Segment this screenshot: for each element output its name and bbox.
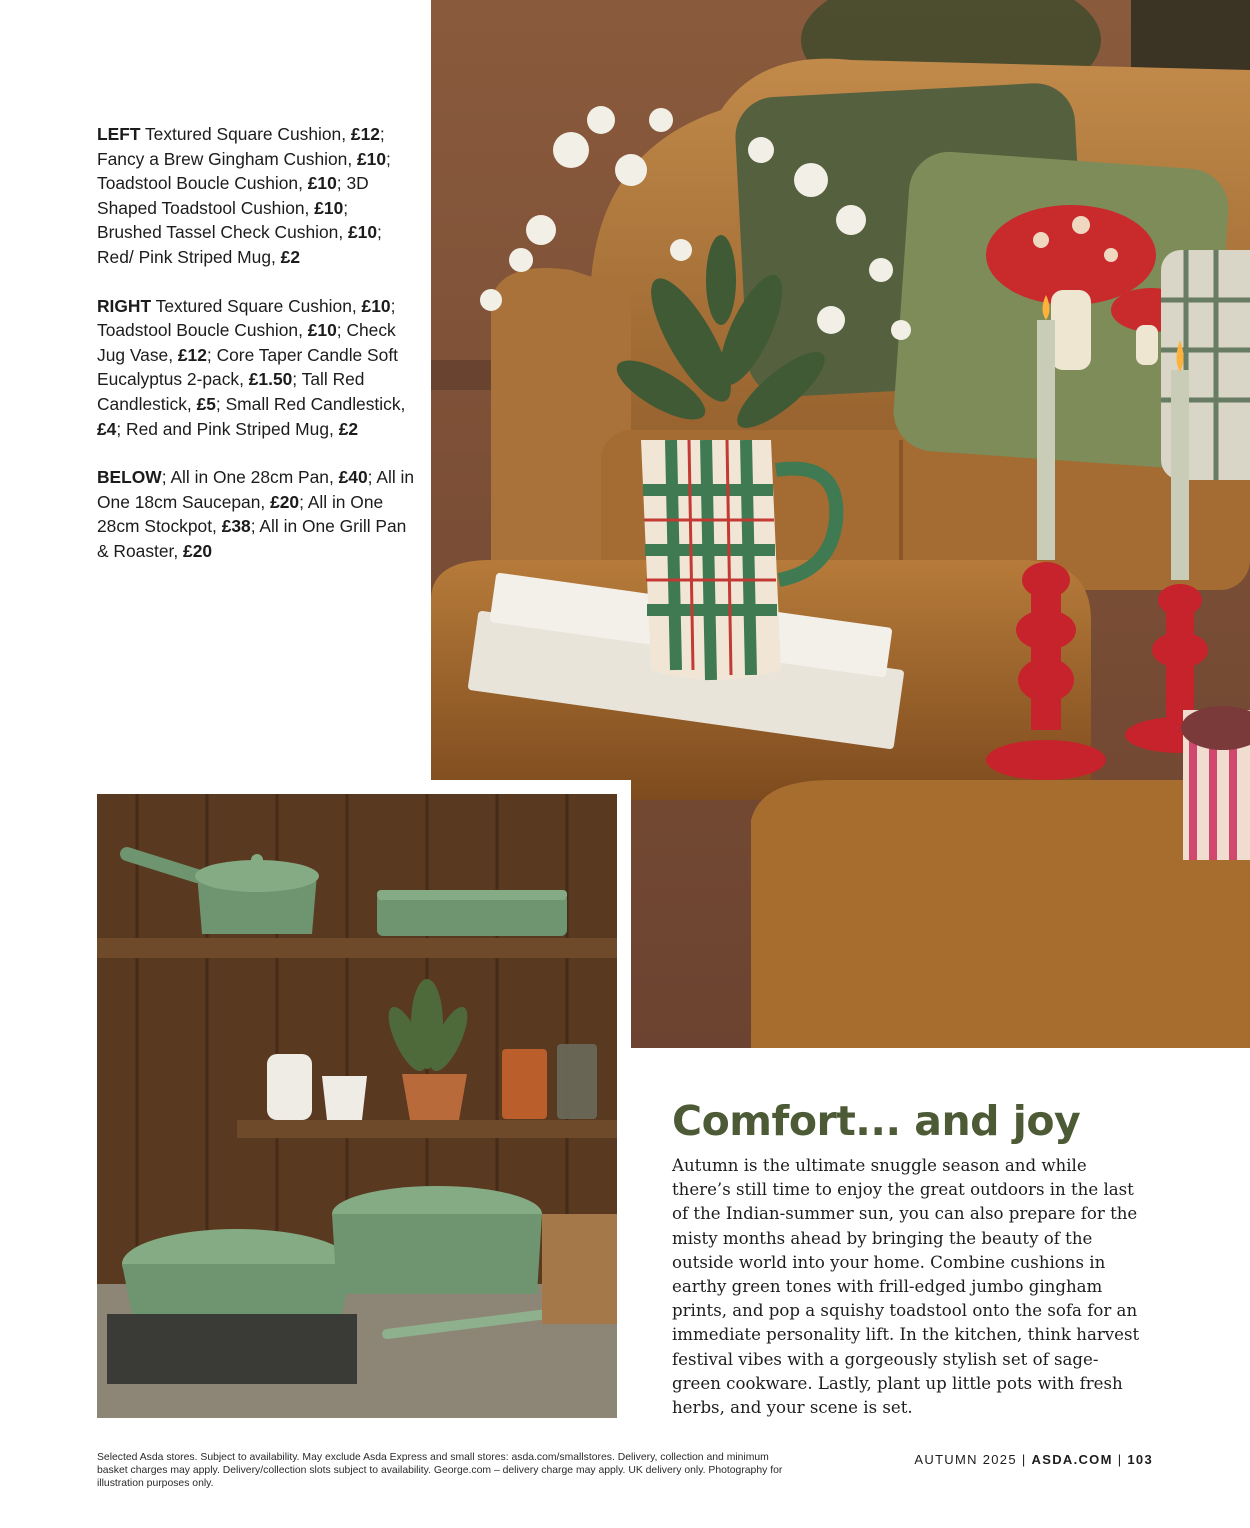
price: £10 [307, 320, 337, 341]
product-name: ; 3D Shaped Toadstool Cushion, [97, 173, 369, 218]
product-name: ; Red/ Pink Striped Mug, [97, 222, 382, 267]
price: £1.50 [248, 369, 293, 390]
price: £40 [338, 467, 368, 488]
caption-left [97, 122, 417, 270]
product-name: ; All in One Grill Pan & Roaster, [97, 516, 407, 561]
caption-right [97, 294, 417, 442]
article-body: Autumn is the ultimate snuggle season and while there’s still time to enjoy the great outdoors in the last of the Indian-summer sun, you can also prepare for the misty months ahead by bringing the beauty of the outside world into your home. Combine cushions in earthy green tones with frill-edged jumbo gingham prints, and pop a squishy toadstool onto the sofa for an immediate personality lift. In the kitchen, think harvest festival vibes with a gorgeously stylish set of sage-green cookware. Lastly, plant up little pots with fresh herbs, and your scene is set. [672, 1156, 1140, 1418]
product-name: ; Check Jug Vase, [97, 320, 396, 365]
folio-season: AUTUMN 2025 [914, 1452, 1017, 1467]
price: £20 [183, 540, 213, 561]
price: £10 [307, 173, 337, 194]
folio-separator: | [1117, 1452, 1123, 1467]
product-name: ; Brushed Tassel Check Cushion, [97, 197, 349, 243]
folio-separator: | [1021, 1452, 1027, 1467]
product-name: Textured Square Cushion, [151, 295, 362, 316]
caption-below [97, 465, 417, 563]
price: £12 [350, 124, 380, 144]
product-name: ; All in One 28cm Stockpot, [97, 491, 384, 537]
price: £10 [314, 197, 344, 218]
price: £10 [357, 148, 387, 169]
caption-label: BELOW [97, 467, 162, 488]
price: £38 [221, 516, 251, 537]
price: £20 [270, 491, 300, 512]
product-name: ; Tall Red Candlestick, [97, 369, 365, 414]
product-name: ; Red and Pink Striped Mug, [116, 418, 339, 439]
caption-label: LEFT [97, 124, 141, 144]
price: £2 [280, 246, 300, 267]
product-name: ; All in One 18cm Saucepan, [97, 467, 415, 512]
product-name: ; Toadstool Boucle Cushion, [97, 148, 391, 194]
price: £5 [196, 393, 216, 414]
legal-disclaimer: Selected Asda stores. Subject to availability. May exclude Asda Express and small stores: asda.com/smallstores. Delivery, collection and minimum basket charges may apply. Delivery/collection slots subject to availability. George.com – delivery charge may apply. UK delivery only. Photography for illustration purposes only. [97, 1452, 783, 1489]
caption-label: RIGHT [97, 295, 152, 316]
page-folio [914, 1452, 1153, 1467]
product-name: ; All in One 28cm Pan, [161, 467, 339, 488]
price: £2 [338, 418, 359, 439]
article-headline: Comfort... and joy [672, 1097, 1081, 1145]
price: £10 [348, 222, 378, 243]
product-name: Textured Square Cushion, [140, 124, 351, 144]
product-name: ; Toadstool Boucle Cushion, [97, 295, 396, 341]
price: £12 [177, 344, 207, 365]
product-name: ; Small Red Candlestick, [215, 393, 406, 414]
kitchen-photo [97, 793, 617, 1418]
product-captions [97, 122, 417, 588]
product-name: ; Fancy a Brew Gingham Cushion, [97, 124, 385, 169]
price: £4 [97, 418, 117, 439]
product-name: ; Core Taper Candle Soft Eucalyptus 2-pack, [97, 344, 398, 390]
price: £10 [361, 295, 391, 316]
folio-site: ASDA.COM [1031, 1452, 1113, 1467]
page-number: 103 [1127, 1452, 1153, 1467]
